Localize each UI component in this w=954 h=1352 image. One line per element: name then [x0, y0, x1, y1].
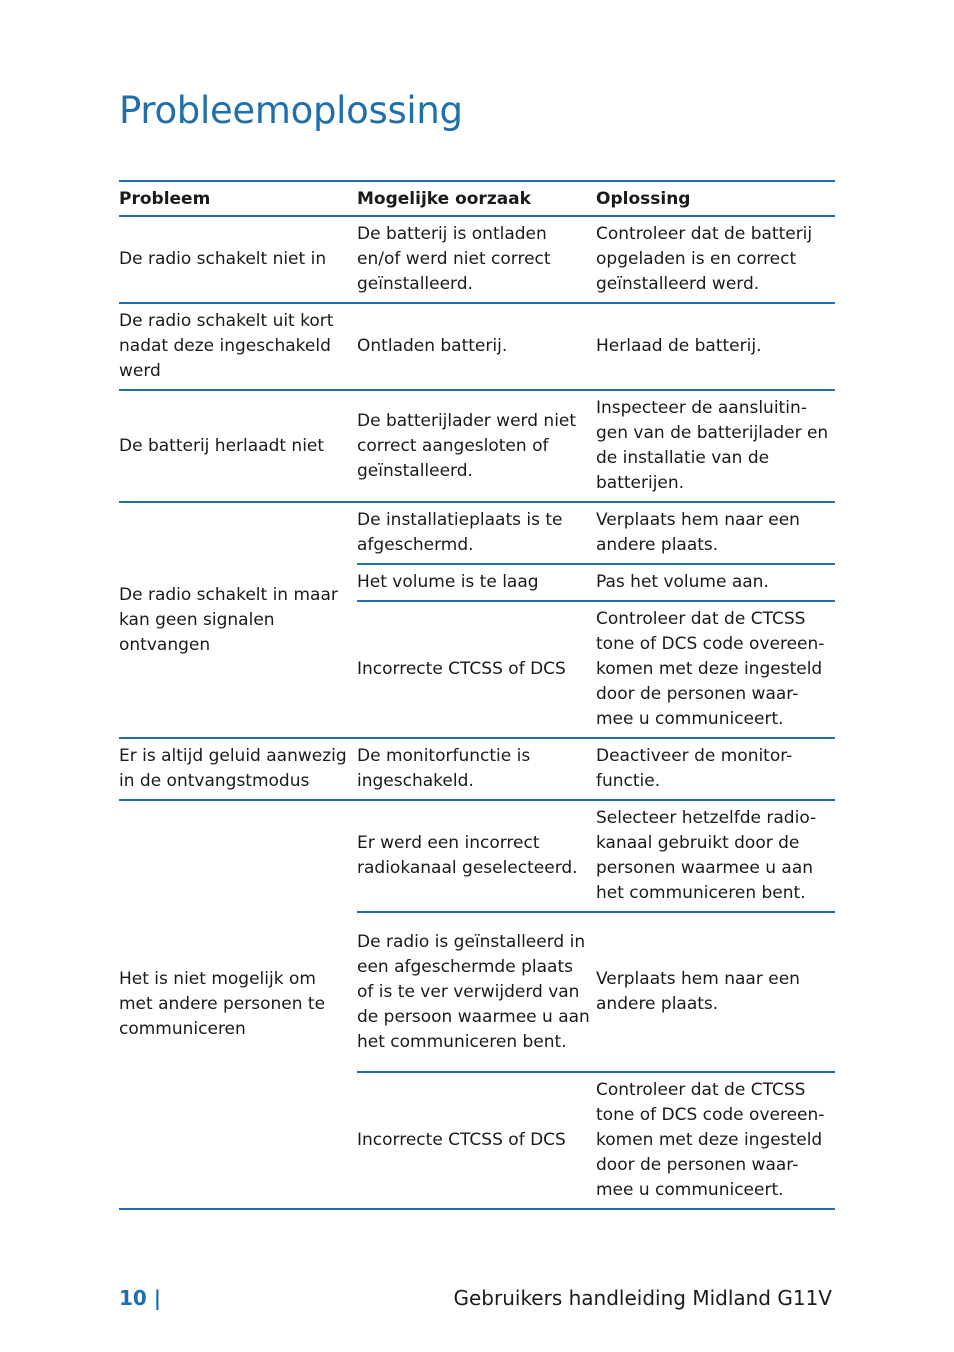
- page-title: Probleemoplossing: [119, 89, 463, 132]
- footer-title: Gebruikers handleiding Midland G11V: [453, 1286, 832, 1310]
- cause-cell: De radio is geïnstalleerd in een afgeschermde plaats of is te ver verwijderd van de persoon waarmee u aan het communiceren bent.: [357, 912, 596, 1072]
- table-row: [119, 502, 835, 564]
- table-row: [119, 390, 835, 502]
- header-cause: Mogelijke oorzaak: [357, 181, 596, 216]
- solution-cell: Controleer dat de CTCSS tone of DCS code overeen-komen met deze ingesteld door de personen waar-mee u communiceert.: [596, 1072, 835, 1209]
- cause-cell: Incorrecte CTCSS of DCS: [357, 1072, 596, 1209]
- problem-cell: Er is altijd geluid aanwezig in de ontvangstmodus: [119, 738, 357, 800]
- cause-cell: De batterij is ontladen en/of werd niet correct geïnstalleerd.: [357, 216, 596, 303]
- table-row: [119, 738, 835, 800]
- header-problem: Probleem: [119, 181, 357, 216]
- cause-cell: Er werd een incorrect radiokanaal geselecteerd.: [357, 800, 596, 912]
- cause-cell: Ontladen batterij.: [357, 303, 596, 390]
- troubleshooting-table: [119, 180, 835, 1210]
- solution-cell: Inspecteer de aansluitin-gen van de batterijlader en de installatie van de batterijen.: [596, 390, 835, 502]
- problem-cell: De radio schakelt niet in: [119, 216, 357, 303]
- troubleshooting-table-container: [119, 180, 835, 1210]
- cause-cell: De monitorfunctie is ingeschakeld.: [357, 738, 596, 800]
- table-row: [119, 216, 835, 303]
- problem-cell: De batterij herlaadt niet: [119, 390, 357, 502]
- problem-cell: De radio schakelt uit kort nadat deze ingeschakeld werd: [119, 303, 357, 390]
- table-body: [119, 216, 835, 1209]
- solution-cell: Selecteer hetzelfde radio-kanaal gebruikt door de personen waarmee u aan het communiceren bent.: [596, 800, 835, 912]
- table-row: [119, 303, 835, 390]
- solution-cell: Herlaad de batterij.: [596, 303, 835, 390]
- solution-cell: Controleer dat de batterij opgeladen is en correct geïnstalleerd werd.: [596, 216, 835, 303]
- problem-cell: De radio schakelt in maar kan geen signalen ontvangen: [119, 502, 357, 738]
- cause-cell: Incorrecte CTCSS of DCS: [357, 601, 596, 738]
- table-header: [119, 181, 835, 216]
- solution-cell: Verplaats hem naar een andere plaats.: [596, 912, 835, 1072]
- header-solution: Oplossing: [596, 181, 835, 216]
- page-number: 10 |: [119, 1286, 162, 1310]
- solution-cell: Controleer dat de CTCSS tone of DCS code overeen-komen met deze ingesteld door de personen waar-mee u communiceert.: [596, 601, 835, 738]
- table-row: [119, 800, 835, 912]
- cause-cell: De installatieplaats is te afgeschermd.: [357, 502, 596, 564]
- cause-cell: De batterijlader werd niet correct aangesloten of geïnstalleerd.: [357, 390, 596, 502]
- cause-cell: Het volume is te laag: [357, 564, 596, 601]
- problem-cell: Het is niet mogelijk om met andere personen te communiceren: [119, 800, 357, 1209]
- solution-cell: Pas het volume aan.: [596, 564, 835, 601]
- table-header-row: [119, 181, 835, 216]
- solution-cell: Deactiveer de monitor-functie.: [596, 738, 835, 800]
- solution-cell: Verplaats hem naar een andere plaats.: [596, 502, 835, 564]
